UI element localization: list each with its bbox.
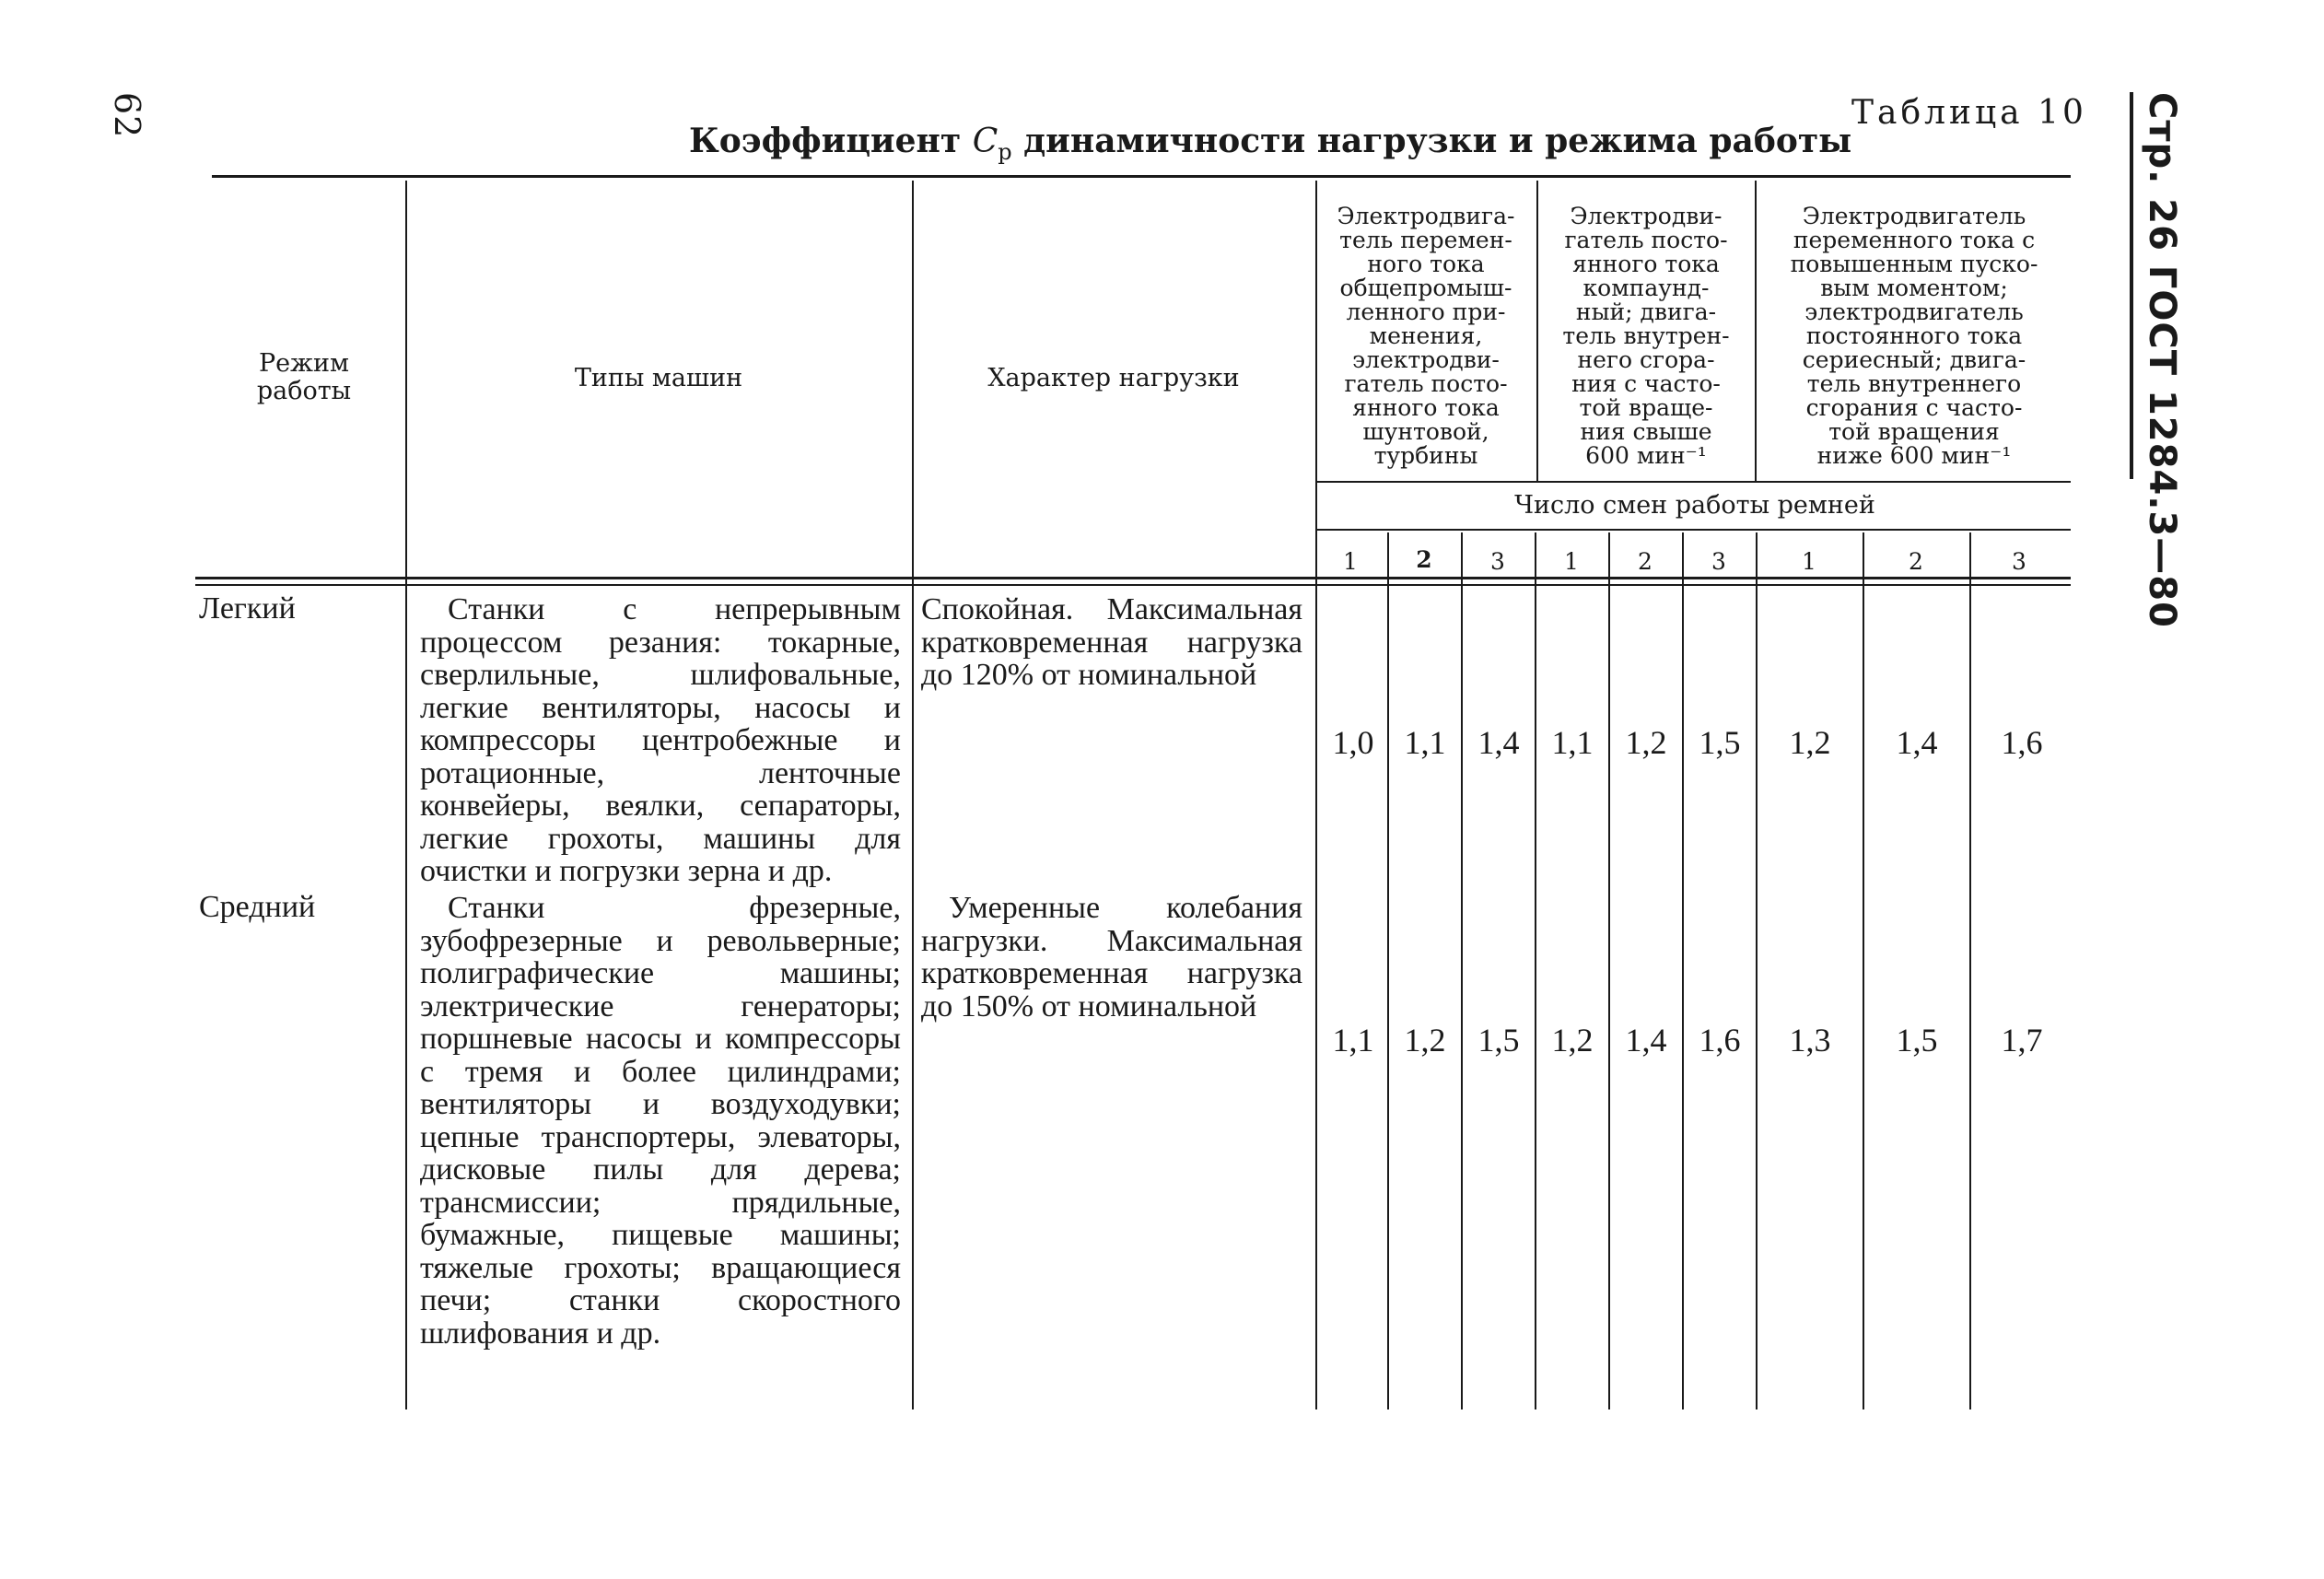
header-bottom-rule <box>195 577 2071 579</box>
coef-value: 1,3 <box>1789 1022 1831 1059</box>
coef-value: 1,2 <box>1625 724 1667 761</box>
coef-value: 1,4 <box>1477 724 1520 761</box>
table-label: Таблица 10 <box>1851 94 2087 132</box>
title-symbol: C <box>972 123 999 160</box>
header-machine-types: Типы машин <box>574 364 743 392</box>
header-regime: Режим работы <box>256 349 352 405</box>
shift-header: 3 <box>1711 548 1726 575</box>
coef-value: 1,2 <box>1551 1022 1594 1059</box>
coef-value: 1,5 <box>1896 1022 1938 1059</box>
col-divider-3 <box>1315 181 1317 1409</box>
shift-divider-7 <box>1863 532 1864 1409</box>
header-motor-group-2: Электродви- гатель посто- янного тока компаунд- ный; двига- тель внутрен- него сгора- ния с часто- той враще- ния свыше 600 мин⁻¹ <box>1562 203 1730 469</box>
row-regime-light: Легкий <box>199 591 296 626</box>
page-number: 62 <box>107 92 147 139</box>
header-motor-group-3: Электродвигатель переменного тока с повышенным пуско- вым моментом; электродвигатель постоянного тока сериесный; двига- тель внутреннего сгорания с часто- той вращения ниже 600 мин⁻¹ <box>1790 203 2038 469</box>
title-prefix: Коэффициент <box>689 122 973 160</box>
col-divider-5 <box>1755 181 1757 481</box>
shift-header: 1 <box>1343 548 1358 575</box>
row-machines-light: Станки с непрерывным процессом резания: токарные, сверлильные, шлифовальные, легкие вентиляторы, насосы и компрессоры центробежные и ротационные, ленточные конвейеры, веялки, сепараторы, легкие грохоты, машины для очистки и погрузки зерна и др. <box>420 592 901 888</box>
shifts-label-rule <box>1315 529 2071 531</box>
shift-header: 2 <box>1638 548 1652 575</box>
coef-value: 1,0 <box>1332 724 1374 761</box>
row-load-light: Спокойная. Максимальная кратковременная нагрузка до 120% от номинальной <box>921 592 1302 692</box>
shift-divider-3 <box>1535 532 1536 1409</box>
coef-value: 1,6 <box>1699 1022 1741 1059</box>
table-top-rule <box>212 175 2071 178</box>
col-divider-4 <box>1536 181 1538 481</box>
coef-value: 1,6 <box>2001 724 2043 761</box>
shift-divider-1 <box>1387 532 1389 1409</box>
table-title <box>689 122 1851 165</box>
coef-value: 1,4 <box>1896 724 1938 761</box>
coef-value: 1,1 <box>1404 724 1446 761</box>
shift-header: 2 <box>1909 548 1923 575</box>
shift-header: 1 <box>1802 548 1816 575</box>
col-divider-1 <box>405 181 407 1409</box>
header-bottom-rule-2 <box>195 584 2071 586</box>
header-load-character: Характер нагрузки <box>987 364 1240 392</box>
shift-header: 1 <box>1564 548 1579 575</box>
coef-value: 1,7 <box>2001 1022 2043 1059</box>
shift-divider-6 <box>1756 532 1758 1409</box>
row-regime-medium: Средний <box>199 890 316 924</box>
coef-value: 1,1 <box>1551 724 1594 761</box>
motor-group-rule <box>1315 481 2071 483</box>
shift-header: 3 <box>2012 548 2026 575</box>
coef-value: 1,5 <box>1477 1022 1520 1059</box>
col-divider-2 <box>912 181 914 1409</box>
header-motor-group-1: Электродвига- тель перемен- ного тока общепромыш- ленного при- менения, электродви- гатель посто- янного тока шунтовой, турбины <box>1337 203 1515 469</box>
side-caption: Стр. 26 ГОСТ 1284.3—80 <box>2141 92 2183 628</box>
row-load-medium: Умеренные колебания нагрузки. Максимальная кратковременная нагрузка до 150% от номинальной <box>921 891 1302 1023</box>
shift-divider-8 <box>1969 532 1971 1409</box>
side-caption-rule <box>2130 92 2133 479</box>
coef-value: 1,2 <box>1789 724 1831 761</box>
row-machines-medium: Станки фрезерные, зубофрезерные и револьверные; полиграфические машины; электрические генераторы; поршневые насосы и компрессоры с тремя и более цилиндрами; вентиляторы и воздуходувки; цепные транспортеры, элеваторы, дисковые пилы для дерева; трансмиссии; прядильные, бумажные, пищевые машины; тяжелые грохоты; вращающиеся печи; станки скоростного шлифования и др. <box>420 891 901 1351</box>
shift-divider-2 <box>1461 532 1463 1409</box>
shift-header: 3 <box>1490 548 1505 575</box>
coef-value: 1,5 <box>1699 724 1741 761</box>
coef-value: 1,1 <box>1332 1022 1374 1059</box>
shift-header: 2 <box>1416 546 1432 573</box>
coef-value: 1,4 <box>1625 1022 1667 1059</box>
title-suffix: динамичности нагрузки и режима работы <box>1011 122 1852 160</box>
header-shifts-label: Число смен работы ремней <box>1514 491 1875 520</box>
shift-divider-5 <box>1682 532 1684 1409</box>
coef-value: 1,2 <box>1404 1022 1446 1059</box>
shift-divider-4 <box>1608 532 1610 1409</box>
title-subscript: р <box>998 139 1012 166</box>
